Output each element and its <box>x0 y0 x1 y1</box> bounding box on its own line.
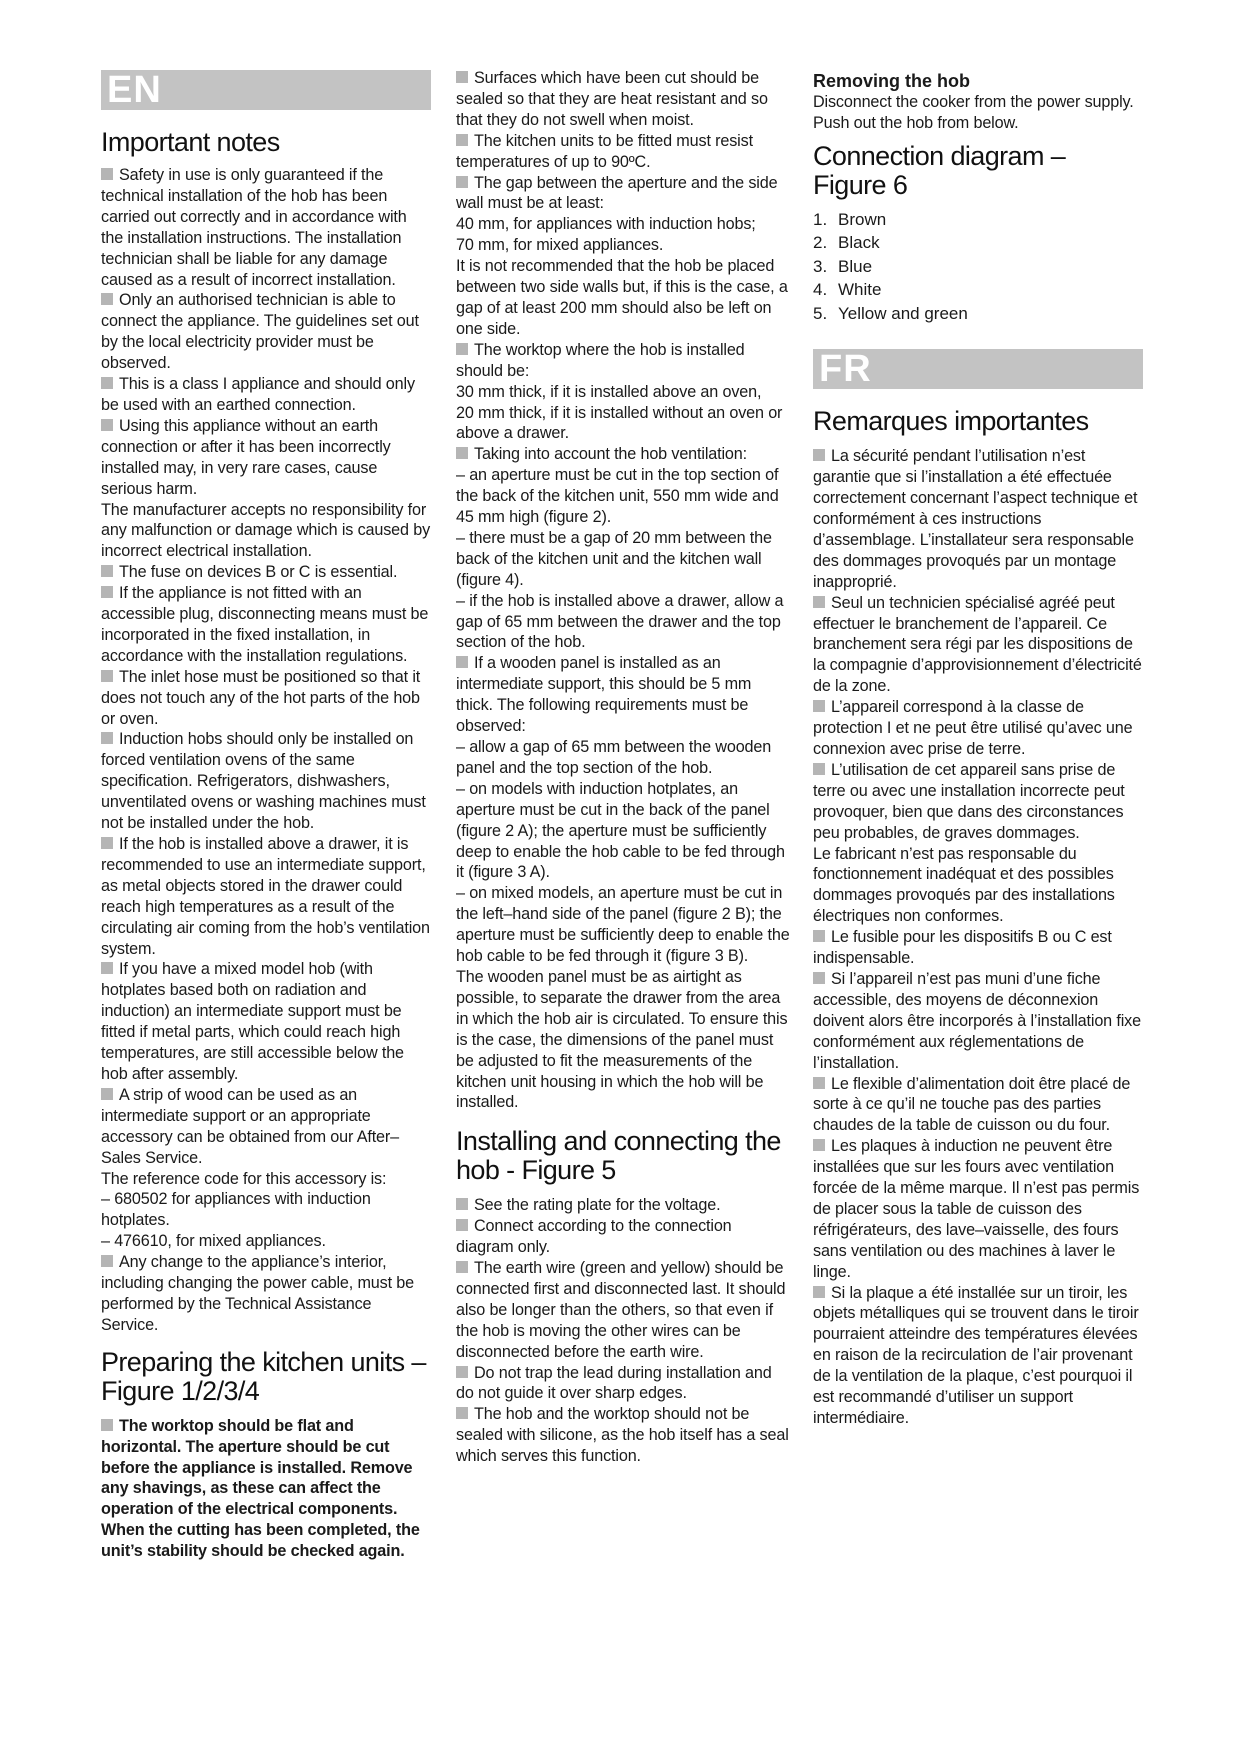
fr-paragraph: Si l’appareil n’est pas muni d’une fiche accessible, des moyens de déconnexion doivent alors être incorporés à l’installation fixe conformément aux réglementations de l’installation. <box>813 969 1141 1072</box>
remarques-importantes-title: Remarques importantes <box>813 406 1089 437</box>
prep-paragraph: – on mixed models, an aperture must be cut in the left–hand side of the panel (figure 2 B); the aperture must be sufficiently deep to enable the hob cable to be fed through it (figure 3 B). <box>456 884 790 966</box>
note-paragraph: Using this appliance without an earth connection or after it has been incorrectly installed may, in very rare cases, cause serious harm. <box>101 416 391 498</box>
bullet-square-icon <box>813 1286 825 1298</box>
column-3 <box>813 70 1143 1429</box>
note-paragraph: The fuse on devices B or C is essential. <box>101 562 431 583</box>
fr-paragraph: La sécurité pendant l’utilisation n’est garantie que si l’installation a été effectuée correctement concernant l’aspect technique et conformément à ces instructions d’assemblage. L’installateur sera responsable des dommages provoqués par un montage inapproprié. <box>813 447 1138 591</box>
prep-paragraph: 70 mm, for mixed appliances. <box>456 236 664 255</box>
bullet-square-icon <box>456 176 468 188</box>
note-paragraph: If the hob is installed above a drawer, it is recommended to use an intermediate support, as metal objects stored in the drawer could reach high temperatures as a result of the circulating air coming from the hob’s ventilation system. <box>101 835 430 958</box>
list-item: 5. Yellow and green <box>813 303 968 323</box>
install-paragraph: See the rating plate for the voltage. <box>456 1195 790 1216</box>
fr-paragraph: Le fabricant n’est pas responsable du fonctionnement inadéquat et des possibles dommages provoqués par des installations électriques non conformes. <box>813 844 1115 926</box>
fr-paragraph: Le flexible d’alimentation doit être placé de sorte à ce qu’il ne touche pas des parties chaudes de la table de cuisson ou du four. <box>813 1074 1131 1135</box>
prep-paragraph: If a wooden panel is installed as an intermediate support, this should be 5 mm thick. The following requirements must be observed: <box>456 654 752 736</box>
bullet-square-icon <box>456 1219 468 1231</box>
bullet-square-icon <box>101 1419 113 1431</box>
install-paragraph: The hob and the worktop should not be sealed with silicone, as the hob itself has a seal which serves this function. <box>456 1405 789 1466</box>
fr-paragraph: L’appareil correspond à la classe de protection I et ne peut être utilisé qu’avec une connexion avec prise de terre. <box>813 698 1133 758</box>
prep-paragraph: Taking into account the hob ventilation: <box>456 444 790 465</box>
fr-paragraph: Seul un technicien spécialisé agréé peut effectuer le branchement de l’appareil. Ce branchement sera régi par les dispositions de la compagnie d’approvisionnement d’électricité de la zone. <box>813 593 1142 696</box>
important-notes-body <box>101 165 431 1336</box>
note-paragraph: – 680502 for appliances with induction hotplates. <box>101 1190 371 1230</box>
prep-paragraph: – on models with induction hotplates, an aperture must be cut in the back of the panel (figure 2 A); the aperture must be sufficiently deep to enable the hob cable to be fed through it (figure 3 A). <box>456 779 785 882</box>
column-1 <box>101 70 431 1562</box>
language-banner-fr: FR <box>813 349 1143 389</box>
list-item: 3. Blue <box>813 256 873 276</box>
prep-paragraph: The gap between the aperture and the side wall must be at least: <box>456 173 778 213</box>
note-paragraph: The manufacturer accepts no responsibility for any malfunction or damage which is caused by incorrect electrical installation. <box>101 500 431 561</box>
prep-paragraph: – an aperture must be cut in the top section of the back of the kitchen unit, 550 mm wide and 45 mm high (figure 2). <box>456 466 779 527</box>
important-notes-title: Important notes <box>101 127 280 157</box>
install-paragraph: Do not trap the lead during installation and do not guide it over sharp edges. <box>456 1363 772 1403</box>
bullet-square-icon <box>456 656 468 668</box>
bullet-square-icon <box>813 972 825 984</box>
bullet-square-icon <box>456 343 468 355</box>
list-item: 2. Black <box>813 233 880 253</box>
prep-paragraph: – there must be a gap of 20 mm between the back of the kitchen unit and the kitchen wall (figure 4). <box>456 528 772 589</box>
bullet-square-icon <box>813 763 825 775</box>
fr-paragraph: Si la plaque a été installée sur un tiroir, les objets métalliques qui se trouvent dans le tiroir pourraient atteindre des températures élevées en raison de la recirculation de l’air provenant de la ventilation de la plaque, c’est pourquoi il est recommandé d’utiliser un support intermédiaire. <box>813 1283 1139 1427</box>
prep-paragraph: – allow a gap of 65 mm between the wooden panel and the top section of the hob. <box>456 738 772 777</box>
list-item: 1. Brown <box>813 209 887 229</box>
bullet-square-icon <box>456 71 468 83</box>
note-paragraph: Induction hobs should only be installed on forced ventilation ovens of the same specification. Refrigerators, dishwashers, unventilated ovens or washing machines must not be installed under the hob. <box>101 730 426 833</box>
bullet-square-icon <box>456 134 468 146</box>
bullet-square-icon <box>456 1407 468 1419</box>
prep-paragraph: – if the hob is installed above a drawer, allow a gap of 65 mm between the drawer and the top section of the hob. <box>456 591 784 652</box>
bullet-square-icon <box>813 700 825 712</box>
note-paragraph: The inlet hose must be positioned so that it does not touch any of the hot parts of the hob or oven. <box>101 667 421 728</box>
note-paragraph: If the appliance is not fitted with an accessible plug, disconnecting means must be incorporated in the fixed installation, in accordance with the installation regulations. <box>101 584 429 665</box>
prep-paragraph: The wooden panel must be as airtight as possible, to separate the drawer from the area in which the hob air is circulated. To ensure this is the case, the dimensions of the panel must be adjusted to fit the measurements of the kitchen unit housing in which the hob will be installed. <box>456 967 788 1112</box>
note-paragraph: A strip of wood can be used as an intermediate support or an appropriate accessory can be obtained from our After–Sales Service. <box>101 1085 399 1167</box>
remarques-body <box>813 446 1143 1429</box>
bullet-square-icon <box>813 930 825 942</box>
bullet-square-icon <box>813 1077 825 1089</box>
bullet-square-icon <box>101 837 113 849</box>
bullet-square-icon <box>456 1198 468 1210</box>
removing-line: Disconnect the cooker from the power supply. <box>813 93 1134 111</box>
note-paragraph: Safety in use is only guaranteed if the technical installation of the hob has been carried out correctly and in accordance with the installation instructions. The installation technician shall be liable for any damage caused as a result of incorrect installation. <box>101 166 407 289</box>
bullet-square-icon <box>813 449 825 461</box>
note-paragraph: – 476610, for mixed appliances. <box>101 1232 326 1251</box>
language-banner-en: EN <box>101 70 431 110</box>
fr-paragraph: L’utilisation de cet appareil sans prise de terre ou avec une installation incorrecte peut provoquer, bien que dans des circonstances peu probables, de graves dommages. <box>813 760 1125 842</box>
bullet-square-icon <box>101 565 113 577</box>
bullet-square-icon <box>813 1139 825 1151</box>
bullet-square-icon <box>101 732 113 744</box>
bullet-square-icon <box>101 1088 113 1100</box>
list-item: 4. White <box>813 280 882 300</box>
bullet-square-icon <box>101 168 113 180</box>
connection-diagram-title: Connection diagram – Figure 6 <box>813 140 1066 200</box>
install-paragraph: The earth wire (green and yellow) should be connected first and disconnected last. It should also be longer than the others, so that even if the hob is moving the other wires can be disconnected before the earth wire. <box>456 1259 786 1361</box>
bullet-square-icon <box>101 1255 113 1267</box>
prep-paragraph: 30 mm thick, if it is installed above an oven, <box>456 382 762 401</box>
note-paragraph: Only an authorised technician is able to connect the appliance. The guidelines set out by the local electricity provider must be observed. <box>101 291 419 373</box>
worktop-warning: The worktop should be flat and horizontal. The aperture should be cut before the appliance is installed. Remove any shavings, as these can affect the operation of the electrical components. When the cutting has been completed, the unit’s stability should be checked again. <box>101 1416 420 1561</box>
install-paragraph: Connect according to the connection diagram only. <box>456 1217 732 1257</box>
fr-paragraph: Les plaques à induction ne peuvent être installées que sur les fours avec ventilation forcée de la même marque. Il n’est pas permis de placer sous la table de cuisson des réfrigérateurs, des lave–vaisselle, des fours sans ventilation ou des machines à laver le linge. <box>813 1137 1140 1281</box>
removing-hob-title: Removing the hob <box>813 71 970 91</box>
bullet-square-icon <box>456 447 468 459</box>
prep-paragraph: The kitchen units to be fitted must resist temperatures of up to 90ºC. <box>456 131 753 171</box>
installing-body <box>456 1195 790 1467</box>
fr-paragraph: Le fusible pour les dispositifs B ou C est indispensable. <box>813 928 1112 968</box>
bullet-square-icon <box>101 586 113 598</box>
bullet-square-icon <box>101 293 113 305</box>
bullet-square-icon <box>813 596 825 608</box>
bullet-square-icon <box>456 1366 468 1378</box>
prep-paragraph: 20 mm thick, if it is installed without an oven or above a drawer. <box>456 403 783 443</box>
bullet-square-icon <box>101 670 113 682</box>
note-paragraph: Any change to the appliance’s interior, including changing the power cable, must be performed by the Technical Assistance Service. <box>101 1253 415 1334</box>
preparing-kitchen-units-title: Preparing the kitchen units – Figure 1/2/3/4 <box>101 1346 426 1406</box>
bullet-square-icon <box>456 1261 468 1273</box>
note-paragraph: The reference code for this accessory is: <box>101 1169 387 1188</box>
installing-connecting-title: Installing and connecting the hob - Figure 5 <box>456 1126 781 1186</box>
column-2 <box>456 68 790 1467</box>
removing-line: Push out the hob from below. <box>813 113 1019 132</box>
prep-paragraph: The worktop where the hob is installed should be: <box>456 340 745 380</box>
bullet-square-icon <box>101 962 113 974</box>
prep-paragraph: It is not recommended that the hob be placed between two side walls but, if this is the case, a gap of at least 200 mm should also be left on one side. <box>456 257 788 338</box>
prep-paragraph: 40 mm, for appliances with induction hobs; <box>456 215 756 234</box>
bullet-square-icon <box>101 377 113 389</box>
prep-paragraph: Surfaces which have been cut should be sealed so that they are heat resistant and so that they do not swell when moist. <box>456 69 768 129</box>
note-paragraph: If you have a mixed model hob (with hotplates based both on radiation and induction) an intermediate support must be fitted if metal parts, which could reach high temperatures, are still accessible below the hob after assembly. <box>101 960 404 1083</box>
wire-color-list <box>813 208 1143 326</box>
note-paragraph: This is a class I appliance and should only be used with an earthed connection. <box>101 375 415 414</box>
bullet-square-icon <box>101 419 113 431</box>
